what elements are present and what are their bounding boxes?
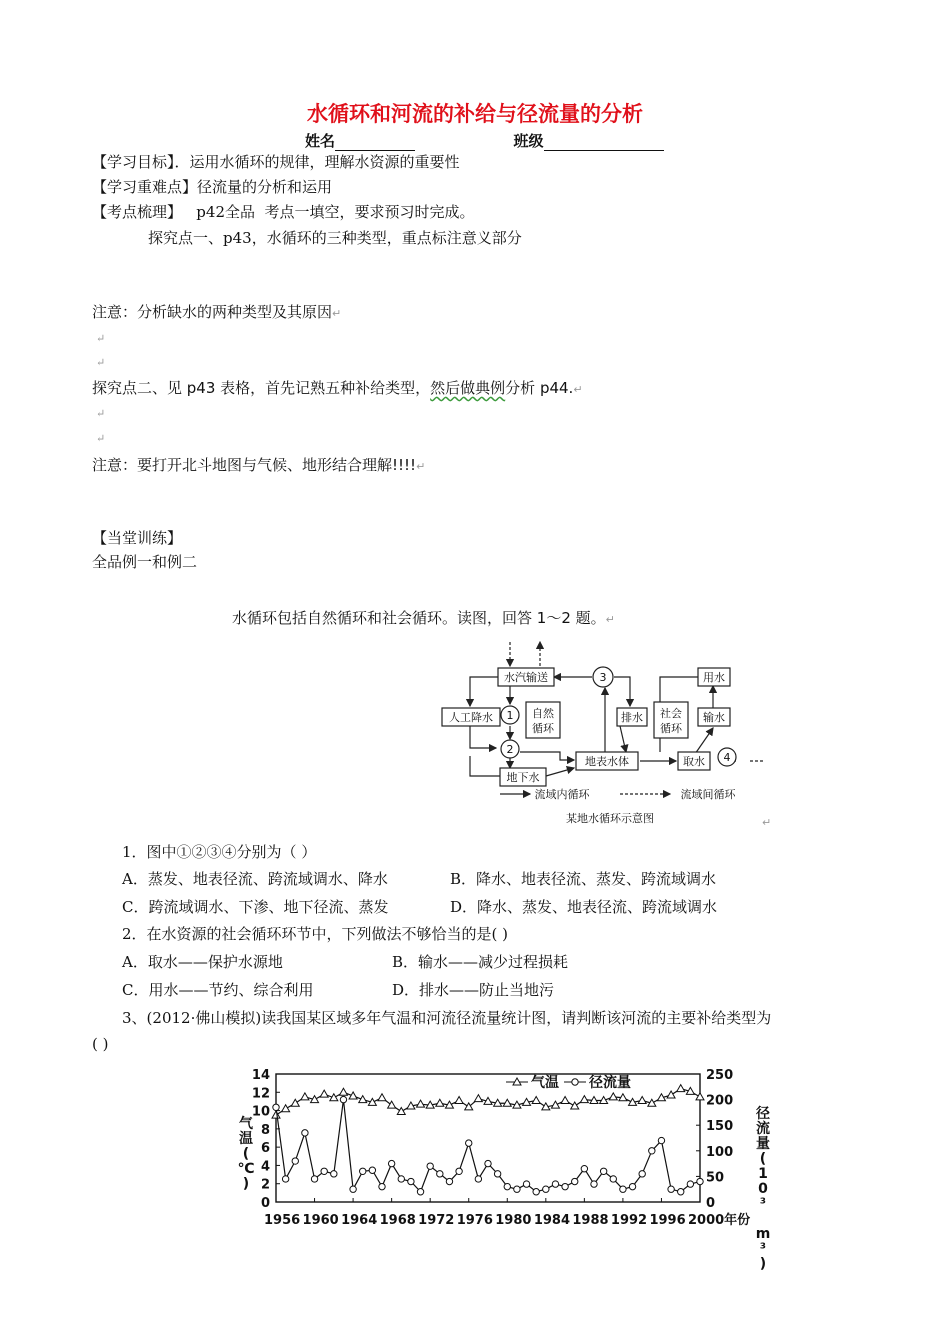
y-right-tick-label: 50	[706, 1170, 725, 1186]
x-tick-label: 1996	[649, 1213, 686, 1228]
runoff-point	[668, 1186, 674, 1192]
return-mark: ↵	[762, 816, 772, 829]
note-one-text: 注意：分析缺水的两种类型及其原因	[92, 303, 333, 321]
label-vapor: 水汽输送	[504, 671, 548, 684]
y-left-tick-label: 10	[251, 1104, 270, 1120]
temperature-point	[320, 1090, 328, 1097]
temperature-point	[417, 1100, 425, 1107]
review-points: 【考点梳理】 p42全品 考点一填空，要求预习时完成。	[92, 203, 475, 221]
return-mark: ↵	[96, 432, 106, 445]
temperature-point	[677, 1085, 685, 1092]
label-groundwater: 地下水	[506, 771, 540, 784]
training-heading: 【当堂训练】	[92, 529, 183, 547]
runoff-point	[360, 1168, 366, 1174]
runoff-point	[331, 1171, 337, 1177]
y-right-tick-label: 250	[706, 1068, 734, 1083]
runoff-point	[466, 1140, 472, 1146]
q2-option-b: B．输水——减少过程损耗	[392, 953, 569, 971]
runoff-point	[427, 1163, 433, 1169]
y-right-tick-label: 150	[706, 1119, 734, 1135]
q2-option-a: A．取水——保护水源地	[122, 953, 283, 971]
figure-intro-text: 水循环包括自然循环和社会循环。读图，回答 1～2 题。	[232, 609, 606, 627]
runoff-point	[610, 1176, 616, 1182]
temperature-point	[667, 1091, 675, 1098]
runoff-point	[398, 1176, 404, 1182]
runoff-point	[485, 1160, 491, 1166]
runoff-point	[504, 1183, 510, 1189]
y-axis-left-label: 气温( ℃ )	[237, 1116, 255, 1192]
runoff-point	[475, 1176, 481, 1182]
name-label: 姓名	[305, 132, 336, 150]
temperature-point	[397, 1107, 405, 1114]
runoff-point	[562, 1183, 568, 1189]
runoff-point	[533, 1189, 539, 1195]
label-intake: 取水	[683, 755, 705, 768]
question-1: 1．图中①②③④分别为（ ）	[122, 843, 317, 861]
runoff-point	[408, 1178, 414, 1184]
label-drain: 排水	[621, 711, 643, 724]
label-natural-2: 循环	[532, 722, 554, 735]
runoff-point	[639, 1171, 645, 1177]
runoff-point	[581, 1166, 587, 1172]
diagram-caption: 某地水循环示意图	[566, 812, 654, 825]
runoff-point	[388, 1160, 394, 1166]
temperature-point	[551, 1101, 559, 1108]
return-mark: ↵	[573, 383, 583, 396]
runoff-point	[273, 1104, 279, 1110]
return-mark: ↵	[96, 356, 106, 369]
runoff-point	[292, 1158, 298, 1164]
runoff-point	[620, 1186, 626, 1192]
temperature-point	[532, 1097, 540, 1104]
runoff-point	[697, 1178, 703, 1184]
explore-two	[92, 378, 583, 400]
temperature-point	[339, 1088, 347, 1095]
q2-option-c: C．用水——节约、综合利用	[122, 981, 314, 999]
q1-option-d: D．降水、蒸发、地表径流、跨流域调水	[450, 898, 718, 916]
circle-4-label: 4	[723, 751, 731, 764]
note-two-text: 注意：要打开北斗地图与气候、地形结合理解!!!!	[92, 456, 417, 474]
label-artificial-rain: 人工降水	[449, 711, 493, 724]
chart-plot-area	[276, 1074, 700, 1202]
return-mark: ↵	[96, 407, 106, 420]
legend-runoff-marker	[572, 1079, 578, 1085]
y-left-tick-label: 2	[260, 1177, 270, 1193]
x-tick-label: 1976	[456, 1213, 493, 1228]
runoff-point	[350, 1186, 356, 1192]
runoff-point	[369, 1167, 375, 1173]
y-left-tick-label: 12	[251, 1086, 270, 1102]
circle-3-label: 3	[599, 671, 607, 684]
temperature-point	[571, 1102, 579, 1109]
y-axis-right-label: 径流量( 1 0 ³ m ³ )	[755, 1106, 771, 1272]
temperature-point	[609, 1093, 617, 1100]
return-mark: ↵	[416, 460, 426, 473]
runoff-point	[572, 1178, 578, 1184]
return-mark: ↵	[605, 613, 615, 626]
note-one	[92, 302, 341, 324]
key-point: 【学习重难点】径流量的分析和运用	[92, 178, 333, 196]
class-blank[interactable]	[544, 135, 664, 151]
temperature-runoff-chart	[236, 1058, 776, 1272]
temperature-point	[561, 1097, 569, 1104]
x-tick-label: 1968	[379, 1213, 416, 1228]
y-left-tick-label: 4	[260, 1159, 270, 1175]
x-tick-label: 1988	[572, 1213, 609, 1228]
runoff-point	[340, 1096, 346, 1102]
label-surface-water: 地表水体	[585, 755, 629, 768]
explore-two-part-c: 分析 p44.	[505, 379, 574, 397]
label-transport: 输水	[703, 711, 725, 724]
y-left-tick-label: 14	[251, 1068, 270, 1083]
name-class-row	[305, 130, 664, 151]
page-title: 水循环和河流的补给与径流量的分析	[307, 102, 643, 126]
runoff-point	[446, 1178, 452, 1184]
temperature-point	[455, 1097, 463, 1104]
series-line-径流量	[276, 1100, 700, 1192]
temperature-point	[272, 1111, 280, 1118]
training-text: 全品例一和例二	[92, 553, 198, 571]
legend-inter-label: 流域间循环	[680, 788, 736, 801]
question-3-blank: ( )	[92, 1035, 109, 1053]
x-tick-label: 1992	[610, 1213, 648, 1228]
x-tick-label: 1960	[302, 1213, 339, 1228]
runoff-point	[514, 1186, 520, 1192]
temperature-point	[301, 1093, 309, 1100]
explore-two-part-a: 探究点二、见 p43 表格，首先记熟五种补给类型，	[92, 379, 431, 397]
note-two	[92, 455, 425, 477]
runoff-point	[321, 1168, 327, 1174]
runoff-point	[523, 1181, 529, 1187]
x-tick-label: 1964	[341, 1213, 378, 1228]
q1-option-b: B．降水、地表径流、蒸发、跨流域调水	[450, 870, 717, 888]
question-2: 2．在水资源的社会循环环节中，下列做法不够恰当的是( )	[122, 925, 509, 943]
label-use: 用水	[703, 671, 725, 684]
x-tick-label: 1984	[533, 1213, 571, 1228]
circle-2-label: 2	[506, 743, 514, 756]
runoff-point	[311, 1176, 317, 1182]
return-mark: ↵	[96, 332, 106, 345]
runoff-point	[658, 1137, 664, 1143]
legend-runoff-label: 径流量	[589, 1075, 631, 1091]
temperature-point	[580, 1096, 588, 1103]
y-left-tick-label: 0	[260, 1196, 270, 1211]
runoff-point	[282, 1176, 288, 1182]
runoff-point	[456, 1168, 462, 1174]
runoff-point	[379, 1183, 385, 1189]
temperature-point	[474, 1095, 482, 1102]
class-label: 班级	[513, 132, 544, 150]
temperature-point	[291, 1099, 299, 1106]
temperature-point	[638, 1097, 646, 1104]
runoff-point	[687, 1181, 693, 1187]
runoff-point	[678, 1189, 684, 1195]
y-left-tick-label: 8	[260, 1122, 270, 1138]
q1-option-c: C．跨流域调水、下渗、地下径流、蒸发	[122, 898, 389, 916]
y-left-tick-label: 6	[260, 1141, 270, 1157]
x-tick-label: 1980	[495, 1213, 532, 1228]
runoff-point	[552, 1181, 558, 1187]
learning-goal: 【学习目标】．运用水循环的规律，理解水资源的重要性	[92, 153, 460, 171]
temperature-point	[378, 1094, 386, 1101]
temperature-point	[282, 1105, 290, 1112]
water-cycle-diagram	[430, 636, 780, 836]
y-right-tick-label: 0	[706, 1196, 716, 1211]
runoff-point	[494, 1171, 500, 1177]
runoff-point	[600, 1168, 606, 1174]
q1-option-a: A．蒸发、地表径流、跨流域调水、降水	[122, 870, 388, 888]
runoff-point	[543, 1186, 549, 1192]
q2-option-d: D．排水——防止当地污	[392, 981, 555, 999]
x-tick-label: 1956	[264, 1213, 301, 1228]
temperature-point	[388, 1101, 396, 1108]
return-mark: ↵	[332, 307, 342, 320]
runoff-point	[649, 1148, 655, 1154]
runoff-point	[591, 1181, 597, 1187]
question-3: 3、(2012·佛山模拟)读我国某区域多年气温和河流径流量统计图，请判断该河流的主要补给类型为	[122, 1009, 772, 1027]
legend-temperature-label: 气温	[531, 1075, 559, 1091]
runoff-point	[417, 1189, 423, 1195]
explore-two-part-b: 然后做典例	[430, 379, 506, 397]
temperature-point	[696, 1093, 704, 1100]
legend-inner-label: 流域内循环	[534, 788, 590, 801]
label-social-1: 社会	[660, 707, 682, 720]
x-tick-label: 1972	[418, 1213, 455, 1228]
runoff-point	[437, 1171, 443, 1177]
runoff-point	[302, 1130, 308, 1136]
figure-intro	[232, 608, 615, 630]
circle-1-label: 1	[506, 709, 514, 722]
y-right-tick-label: 200	[706, 1093, 734, 1109]
runoff-point	[629, 1183, 635, 1189]
x-tick-label: 2000年份	[688, 1213, 751, 1228]
temperature-point	[436, 1099, 444, 1106]
label-natural-1: 自然	[532, 707, 554, 720]
explore-one: 探究点一、p43，水循环的三种类型，重点标注意义部分	[148, 229, 522, 247]
label-social-2: 循环	[660, 722, 682, 735]
y-right-tick-label: 100	[706, 1144, 734, 1160]
name-blank[interactable]	[335, 135, 415, 151]
